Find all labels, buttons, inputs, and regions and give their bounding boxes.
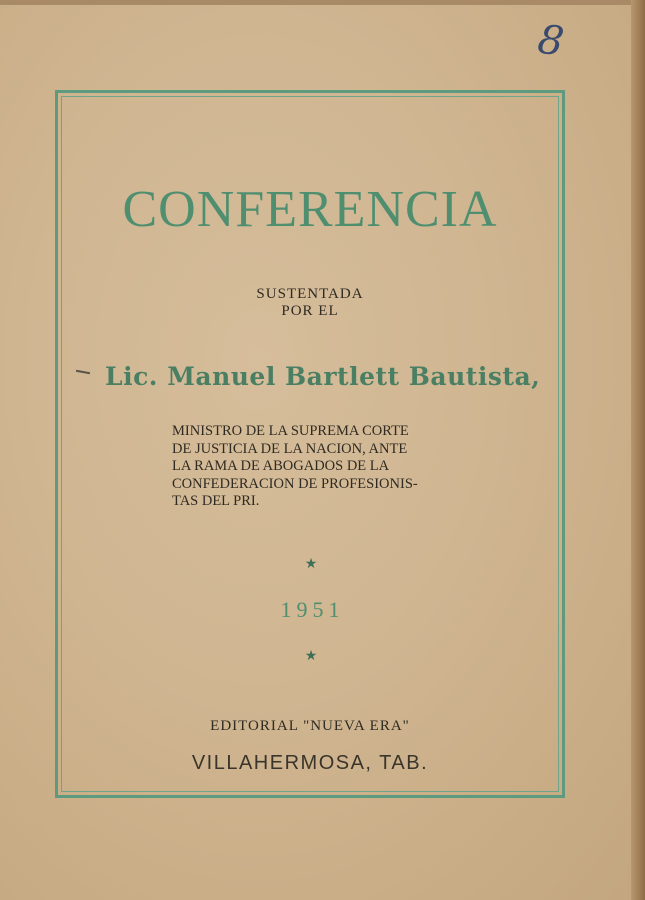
credentials-line: DE JUSTICIA DE LA NACION, ANTE [172,440,408,457]
credentials-line: MINISTRO DE LA SUPREMA CORTE [172,423,409,439]
author-name: Lic. Manuel Bartlett Bautista, [105,362,541,391]
star-ornament-icon: ★ [304,556,318,572]
credentials-line: CONFEDERACION DE PROFESIONIS- [172,475,418,492]
cover-title: CONFERENCIA [122,181,498,238]
page-spine-edge [631,0,645,900]
handwritten-page-number: 8 [534,16,567,66]
credentials-line: TAS DEL PRI. [172,493,260,509]
subtitle-line-1: SUSTENTADA [256,286,364,302]
publication-year: 1951 [280,597,345,622]
publisher-name: EDITORIAL "NUEVA ERA" [210,718,410,734]
author-credentials [172,423,452,511]
subtitle-line-2: POR EL [281,303,339,319]
star-ornament-icon: ★ [304,648,318,664]
credentials-line: LA RAMA DE ABOGADOS DE LA [172,458,390,474]
page-top-edge [0,0,645,5]
publication-city: VILLAHERMOSA, TAB. [191,752,429,774]
